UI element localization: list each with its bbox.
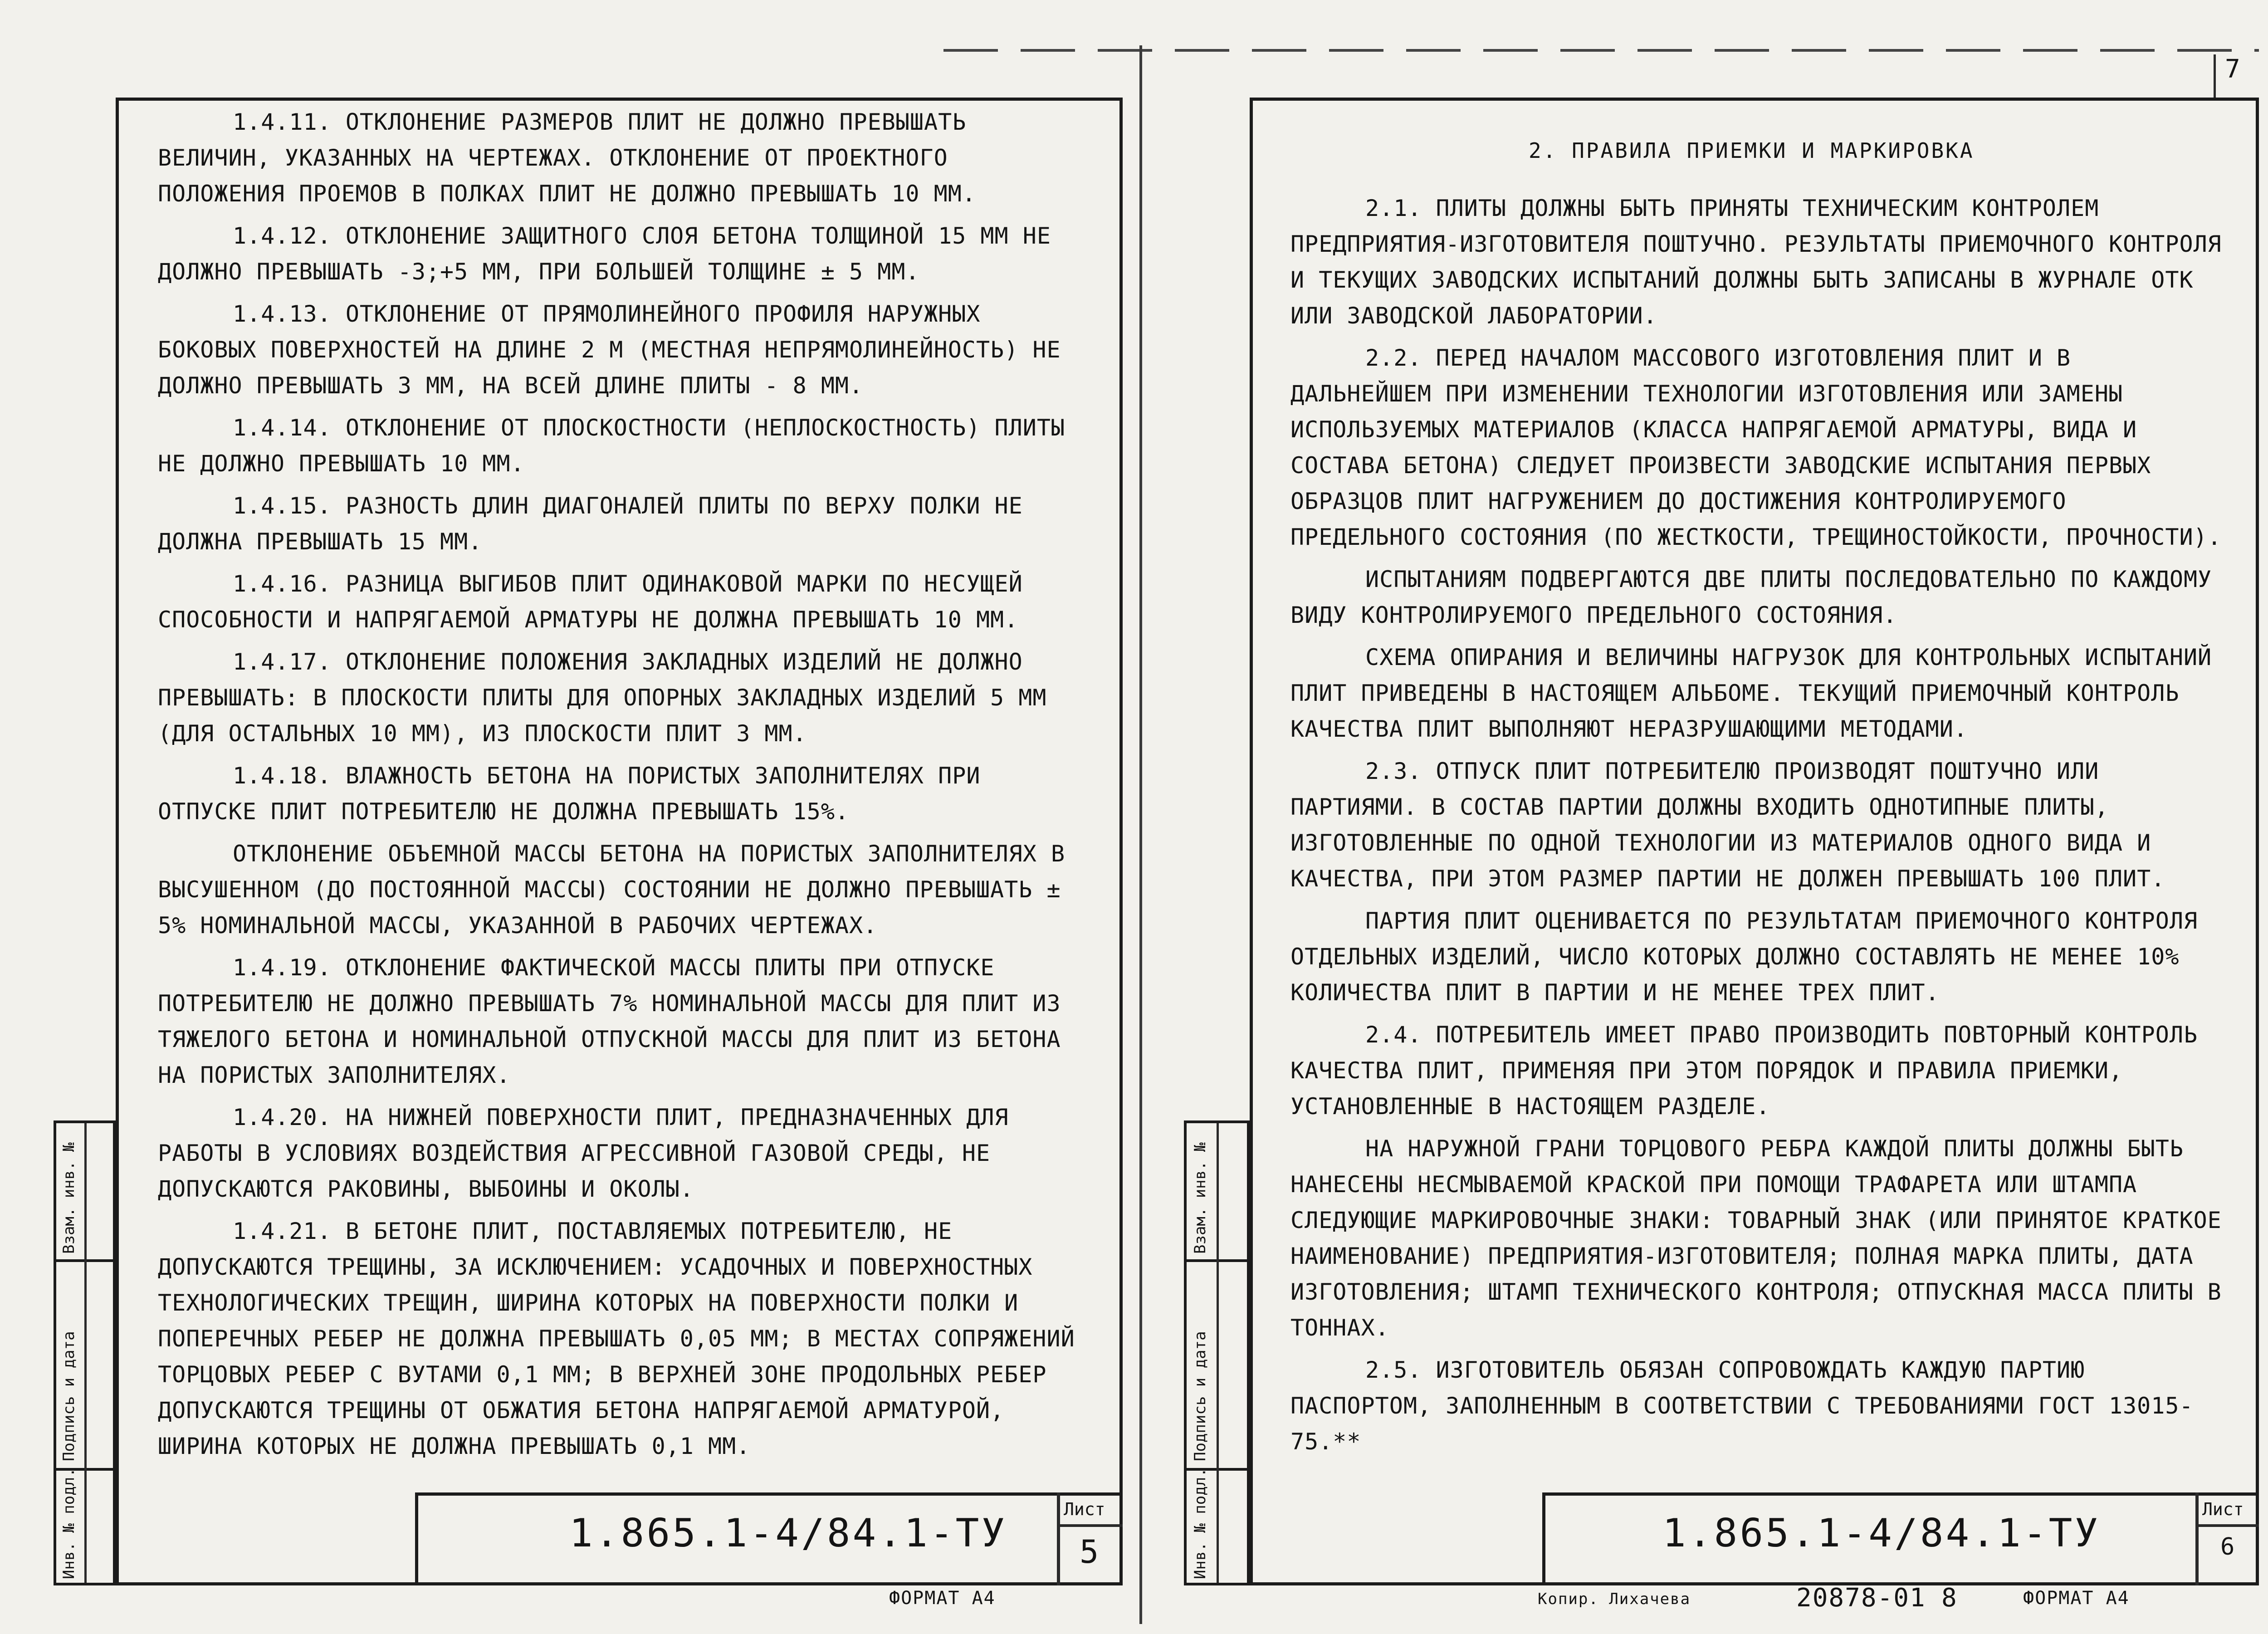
left-side-label-sign: Подпись и дата: [60, 1331, 78, 1461]
clause-2-4: 2.4. ПОТРЕБИТЕЛЬ ИМЕЕТ ПРАВО ПРОИЗВОДИТЬ ПОВТОРНЫЙ КОНТРОЛЬ КАЧЕСТВА ПЛИТ, ПРИМЕНЯЯ ПРИ ЭТОМ ПОРЯДОК И ПРАВИЛА ПРИЕМКИ, УСТАНОВЛЕННЫЕ В НАСТОЯЩЕМ РАЗДЕЛЕ.: [1290, 1022, 2198, 1120]
clause-1-4-14: 1.4.14. ОТКЛОНЕНИЕ ОТ ПЛОСКОСТНОСТИ (НЕПЛОСКОСТНОСТЬ) ПЛИТЫ НЕ ДОЛЖНО ПРЕВЫШАТЬ 10 ММ.: [158, 415, 1066, 477]
right-title-block-hline: [2195, 1524, 2259, 1527]
left-format-label: ФОРМАТ А4: [889, 1588, 996, 1609]
right-side-stamp: [1184, 1120, 1250, 1585]
left-side-label-inv: Инв. № подл.: [60, 1468, 78, 1579]
right-side-label-inv: Инв. № подл.: [1191, 1468, 1209, 1579]
left-sheet-text: [158, 104, 1083, 1471]
left-sheet-number: 5: [1080, 1533, 1099, 1570]
clause-2-4-marking: НА НАРУЖНОЙ ГРАНИ ТОРЦОВОГО РЕБРА КАЖДОЙ ПЛИТЫ ДОЛЖНЫ БЫТЬ НАНЕСЕНЫ НЕСМЫВАЕМОЙ КРАСКОЙ ПРИ ПОМОЩИ ТРАФАРЕТА ИЛИ ШТАМПА СЛЕДУЮЩИЕ МАРКИРОВОЧНЫЕ ЗНАКИ: ТОВАРНЫЙ ЗНАК (ИЛИ ПРИНЯТОЕ КРАТКОЕ НАИМЕНОВАНИЕ) ПРЕДПРИЯТИЯ-ИЗГОТОВИТЕЛЯ; ПОЛНАЯ МАРКА ПЛИТЫ, ДАТА ИЗГОТОВЛЕНИЯ; ШТАМП ТЕХНИЧЕСКОГО КОНТРОЛЯ; ОТПУСКНАЯ МАССА ПЛИТЫ В ТОННАХ.: [1290, 1135, 2222, 1341]
clause-1-4-18: 1.4.18. ВЛАЖНОСТЬ БЕТОНА НА ПОРИСТЫХ ЗАПОЛНИТЕЛЯХ ПРИ ОТПУСКЕ ПЛИТ ПОТРЕБИТЕЛЮ НЕ ДОЛЖНА ПРЕВЫШАТЬ 15%.: [158, 763, 981, 825]
right-side-label-replace: Взам. инв. №: [1191, 1142, 1209, 1254]
clause-1-4-19: 1.4.19. ОТКЛОНЕНИЕ ФАКТИЧЕСКОЙ МАССЫ ПЛИТЫ ПРИ ОТПУСКЕ ПОТРЕБИТЕЛЮ НЕ ДОЛЖНО ПРЕВЫШАТЬ 7% НОМИНАЛЬНОЙ МАССЫ ДЛЯ ПЛИТ ИЗ ТЯЖЕЛОГО БЕТОНА И НОМИНАЛЬНОЙ ОТПУСКНОЙ МАССЫ ДЛЯ ПЛИТ ИЗ БЕТОНА НА ПОРИСТЫХ ЗАПОЛНИТЕЛЯХ.: [158, 954, 1061, 1088]
clause-1-4-18-density: ОТКЛОНЕНИЕ ОБЪЕМНОЙ МАССЫ БЕТОНА НА ПОРИСТЫХ ЗАПОЛНИТЕЛЯХ В ВЫСУШЕННОМ (ДО ПОСТОЯННОЙ МАССЫ) СОСТОЯНИИ НЕ ДОЛЖНО ПРЕВЫШАТЬ ± 5% НОМИНАЛЬНОЙ МАССЫ, УКАЗАННОЙ В РАБОЧИХ ЧЕРТЕЖАХ.: [158, 841, 1066, 939]
right-side-label-sign: Подпись и дата: [1191, 1331, 1209, 1461]
order-number: 20878-01: [1796, 1583, 1926, 1613]
left-document-code: 1.865.1-4/84.1-ТУ: [569, 1511, 1007, 1556]
clause-1-4-21: 1.4.21. В БЕТОНЕ ПЛИТ, ПОСТАВЛЯЕМЫХ ПОТРЕБИТЕЛЮ, НЕ ДОПУСКАЮТСЯ ТРЕЩИНЫ, ЗА ИСКЛЮЧЕНИЕМ: УСАДОЧНЫХ И ПОВЕРХНОСТНЫХ ТЕХНОЛОГИЧЕСКИХ ТРЕЩИН, ШИРИНА КОТОРЫХ НА ПОВЕРХНОСТИ ПОЛКИ И ПОПЕРЕЧНЫХ РЕБЕР НЕ ДОЛЖНА ПРЕВЫШАТЬ 0,05 ММ; В МЕСТАХ СОПРЯЖЕНИЙ ТОРЦОВЫХ РЕБЕР С ВУТАМИ 0,1 ММ; В ВЕРХНЕЙ ЗОНЕ ПРОДОЛЬНЫХ РЕБЕР ДОПУСКАЮТСЯ ТРЕЩИНЫ ОТ ОБЖАТИЯ БЕТОНА НАПРЯГАЕМОЙ АРМАТУРОЙ, ШИРИНА КОТОРЫХ НЕ ДОЛЖНА ПРЕВЫШАТЬ 0,1 ММ.: [158, 1218, 1075, 1459]
left-title-block-hline: [1057, 1524, 1123, 1527]
right-section-heading: 2. ПРАВИЛА ПРИЕМКИ И МАРКИРОВКА: [1529, 138, 1975, 163]
clause-1-4-12: 1.4.12. ОТКЛОНЕНИЕ ЗАЩИТНОГО СЛОЯ БЕТОНА ТОЛЩИНОЙ 15 ММ НЕ ДОЛЖНО ПРЕВЫШАТЬ -3;+5 ММ, ПРИ БОЛЬШЕЙ ТОЛЩИНЕ ± 5 ММ.: [158, 223, 1051, 285]
left-sheet-label: Лист: [1064, 1499, 1105, 1519]
center-fold-line: [1139, 45, 1142, 1624]
clause-2-2: 2.2. ПЕРЕД НАЧАЛОМ МАССОВОГО ИЗГОТОВЛЕНИЯ ПЛИТ И В ДАЛЬНЕЙШЕМ ПРИ ИЗМЕНЕНИИ ТЕХНОЛОГИИ ИЗГОТОВЛЕНИЯ ИЛИ ЗАМЕНЫ ИСПОЛЬЗУЕМЫХ МАТЕРИАЛОВ (КЛАССА НАПРЯГАЕМОЙ АРМАТУРЫ, ВИДА И СОСТАВА БЕТОНА) СЛЕДУЕТ ПРОИЗВЕСТИ ЗАВОДСКИЕ ИСПЫТАНИЯ ПЕРВЫХ ОБРАЗЦОВ ПЛИТ НАГРУЖЕНИЕМ ДО ДОСТИЖЕНИЯ КОНТРОЛИРУЕМОГО ПРЕДЕЛЬНОГО СОСТОЯНИЯ (ПО ЖЕСТКОСТИ, ТРЕЩИНОСТОЙКОСТИ, ПРОЧНОСТИ).: [1290, 345, 2222, 550]
clause-2-2-tests: ИСПЫТАНИЯМ ПОДВЕРГАЮТСЯ ДВЕ ПЛИТЫ ПОСЛЕДОВАТЕЛЬНО ПО КАЖДОМУ ВИДУ КОНТРОЛИРУЕМОГО ПРЕДЕЛЬНОГО СОСТОЯНИЯ.: [1290, 566, 2212, 628]
clause-1-4-16: 1.4.16. РАЗНИЦА ВЫГИБОВ ПЛИТ ОДИНАКОВОЙ МАРКИ ПО НЕСУЩЕЙ СПОСОБНОСТИ И НАПРЯГАЕМОЙ АРМАТУРЫ НЕ ДОЛЖНА ПРЕВЫШАТЬ 10 ММ.: [158, 571, 1023, 633]
clause-1-4-17: 1.4.17. ОТКЛОНЕНИЕ ПОЛОЖЕНИЯ ЗАКЛАДНЫХ ИЗДЕЛИЙ НЕ ДОЛЖНО ПРЕВЫШАТЬ: В ПЛОСКОСТИ ПЛИТЫ ДЛЯ ОПОРНЫХ ЗАКЛАДНЫХ ИЗДЕЛИЙ 5 ММ (ДЛЯ ОСТАЛЬНЫХ 10 ММ), ИЗ ПЛОСКОСТИ ПЛИТ 3 ММ.: [158, 649, 1047, 747]
right-document-code: 1.865.1-4/84.1-ТУ: [1662, 1511, 2101, 1556]
left-side-label-replace: Взам. инв. №: [60, 1142, 78, 1254]
copied-by-label: Копир. Лихачева: [1538, 1590, 1691, 1608]
right-sheet-number: 6: [2220, 1533, 2235, 1561]
right-sheet-text: [1290, 191, 2225, 1466]
left-side-stamp: [54, 1120, 116, 1585]
clause-2-2-scheme: СХЕМА ОПИРАНИЯ И ВЕЛИЧИНЫ НАГРУЗОК ДЛЯ КОНТРОЛЬНЫХ ИСПЫТАНИЙ ПЛИТ ПРИВЕДЕНЫ В НАСТОЯЩЕМ АЛЬБОМЕ. ТЕКУЩИЙ ПРИЕМОЧНЫЙ КОНТРОЛЬ КАЧЕСТВА ПЛИТ ВЫПОЛНЯЮТ НЕРАЗРУШАЮЩИМИ МЕТОДАМИ.: [1290, 644, 2212, 742]
clause-1-4-13: 1.4.13. ОТКЛОНЕНИЕ ОТ ПРЯМОЛИНЕЙНОГО ПРОФИЛЯ НАРУЖНЫХ БОКОВЫХ ПОВЕРХНОСТЕЙ НА ДЛИНЕ 2 М (МЕСТНАЯ НЕПРЯМОЛИНЕЙНОСТЬ) НЕ ДОЛЖНО ПРЕВЫШАТЬ 3 ММ, НА ВСЕЙ ДЛИНЕ ПЛИТЫ - 8 ММ.: [158, 301, 1061, 399]
left-side-inner-line: [84, 1123, 87, 1583]
right-top-corner-line: [2214, 54, 2216, 98]
right-side-inner-line: [1217, 1123, 1219, 1583]
clause-2-3-batch: ПАРТИЯ ПЛИТ ОЦЕНИВАЕТСЯ ПО РЕЗУЛЬТАТАМ ПРИЕМОЧНОГО КОНТРОЛЯ ОТДЕЛЬНЫХ ИЗДЕЛИЙ, ЧИСЛО КОТОРЫХ ДОЛЖНО СОСТАВЛЯТЬ НЕ МЕНЕЕ 10% КОЛИЧЕСТВА ПЛИТ В ПАРТИИ И НЕ МЕНЕЕ ТРЕХ ПЛИТ.: [1290, 908, 2198, 1006]
clause-1-4-20: 1.4.20. НА НИЖНЕЙ ПОВЕРХНОСТИ ПЛИТ, ПРЕДНАЗНАЧЕННЫХ ДЛЯ РАБОТЫ В УСЛОВИЯХ ВОЗДЕЙСТВИЯ АГРЕССИВНОЙ ГАЗОВОЙ СРЕДЫ, НЕ ДОПУСКАЮТСЯ РАКОВИНЫ, ВЫБОИНЫ И ОКОЛЫ.: [158, 1104, 1009, 1202]
left-title-block-divider: [1057, 1492, 1060, 1585]
right-sheet-label: Лист: [2202, 1499, 2244, 1519]
right-page-number: 7: [2225, 54, 2241, 84]
clause-2-1: 2.1. ПЛИТЫ ДОЛЖНЫ БЫТЬ ПРИНЯТЫ ТЕХНИЧЕСКИМ КОНТРОЛЕМ ПРЕДПРИЯТИЯ-ИЗГОТОВИТЕЛЯ ПОШТУЧНО. РЕЗУЛЬТАТЫ ПРИЕМОЧНОГО КОНТРОЛЯ И ТЕКУЩИХ ЗАВОДСКИХ ИСПЫТАНИЙ ДОЛЖНЫ БЫТЬ ЗАПИСАНЫ В ЖУРНАЛЕ ОТК ИЛИ ЗАВОДСКОЙ ЛАБОРАТОРИИ.: [1290, 195, 2222, 329]
clause-1-4-15: 1.4.15. РАЗНОСТЬ ДЛИН ДИАГОНАЛЕЙ ПЛИТЫ ПО ВЕРХУ ПОЛКИ НЕ ДОЛЖНА ПРЕВЫШАТЬ 15 ММ.: [158, 493, 1023, 555]
right-format-label: ФОРМАТ А4: [2023, 1588, 2130, 1609]
clause-1-4-11: 1.4.11. ОТКЛОНЕНИЕ РАЗМЕРОВ ПЛИТ НЕ ДОЛЖНО ПРЕВЫШАТЬ ВЕЛИЧИН, УКАЗАННЫХ НА ЧЕРТЕЖАХ. ОТКЛОНЕНИЕ ОТ ПРОЕКТНОГО ПОЛОЖЕНИЯ ПРОЕМОВ В ПОЛКАХ ПЛИТ НЕ ДОЛЖНО ПРЕВЫШАТЬ 10 ММ.: [158, 109, 976, 207]
clause-2-5: 2.5. ИЗГОТОВИТЕЛЬ ОБЯЗАН СОПРОВОЖДАТЬ КАЖДУЮ ПАРТИЮ ПАСПОРТОМ, ЗАПОЛНЕННЫМ В СООТВЕТСТВИИ С ТРЕБОВАНИЯМИ ГОСТ 13015-75.**: [1290, 1357, 2194, 1455]
clause-2-3: 2.3. ОТПУСК ПЛИТ ПОТРЕБИТЕЛЮ ПРОИЗВОДЯТ ПОШТУЧНО ИЛИ ПАРТИЯМИ. В СОСТАВ ПАРТИИ ДОЛЖНЫ ВХОДИТЬ ОДНОТИПНЫЕ ПЛИТЫ, ИЗГОТОВЛЕННЫЕ ПО ОДНОЙ ТЕХНОЛОГИИ ИЗ МАТЕРИАЛОВ ОДНОГО ВИДА И КАЧЕСТВА, ПРИ ЭТОМ РАЗМЕР ПАРТИИ НЕ ДОЛЖЕН ПРЕВЫШАТЬ 100 ПЛИТ.: [1290, 758, 2165, 892]
order-page: 8: [1941, 1583, 1958, 1613]
right-title-block-divider: [2195, 1492, 2199, 1585]
